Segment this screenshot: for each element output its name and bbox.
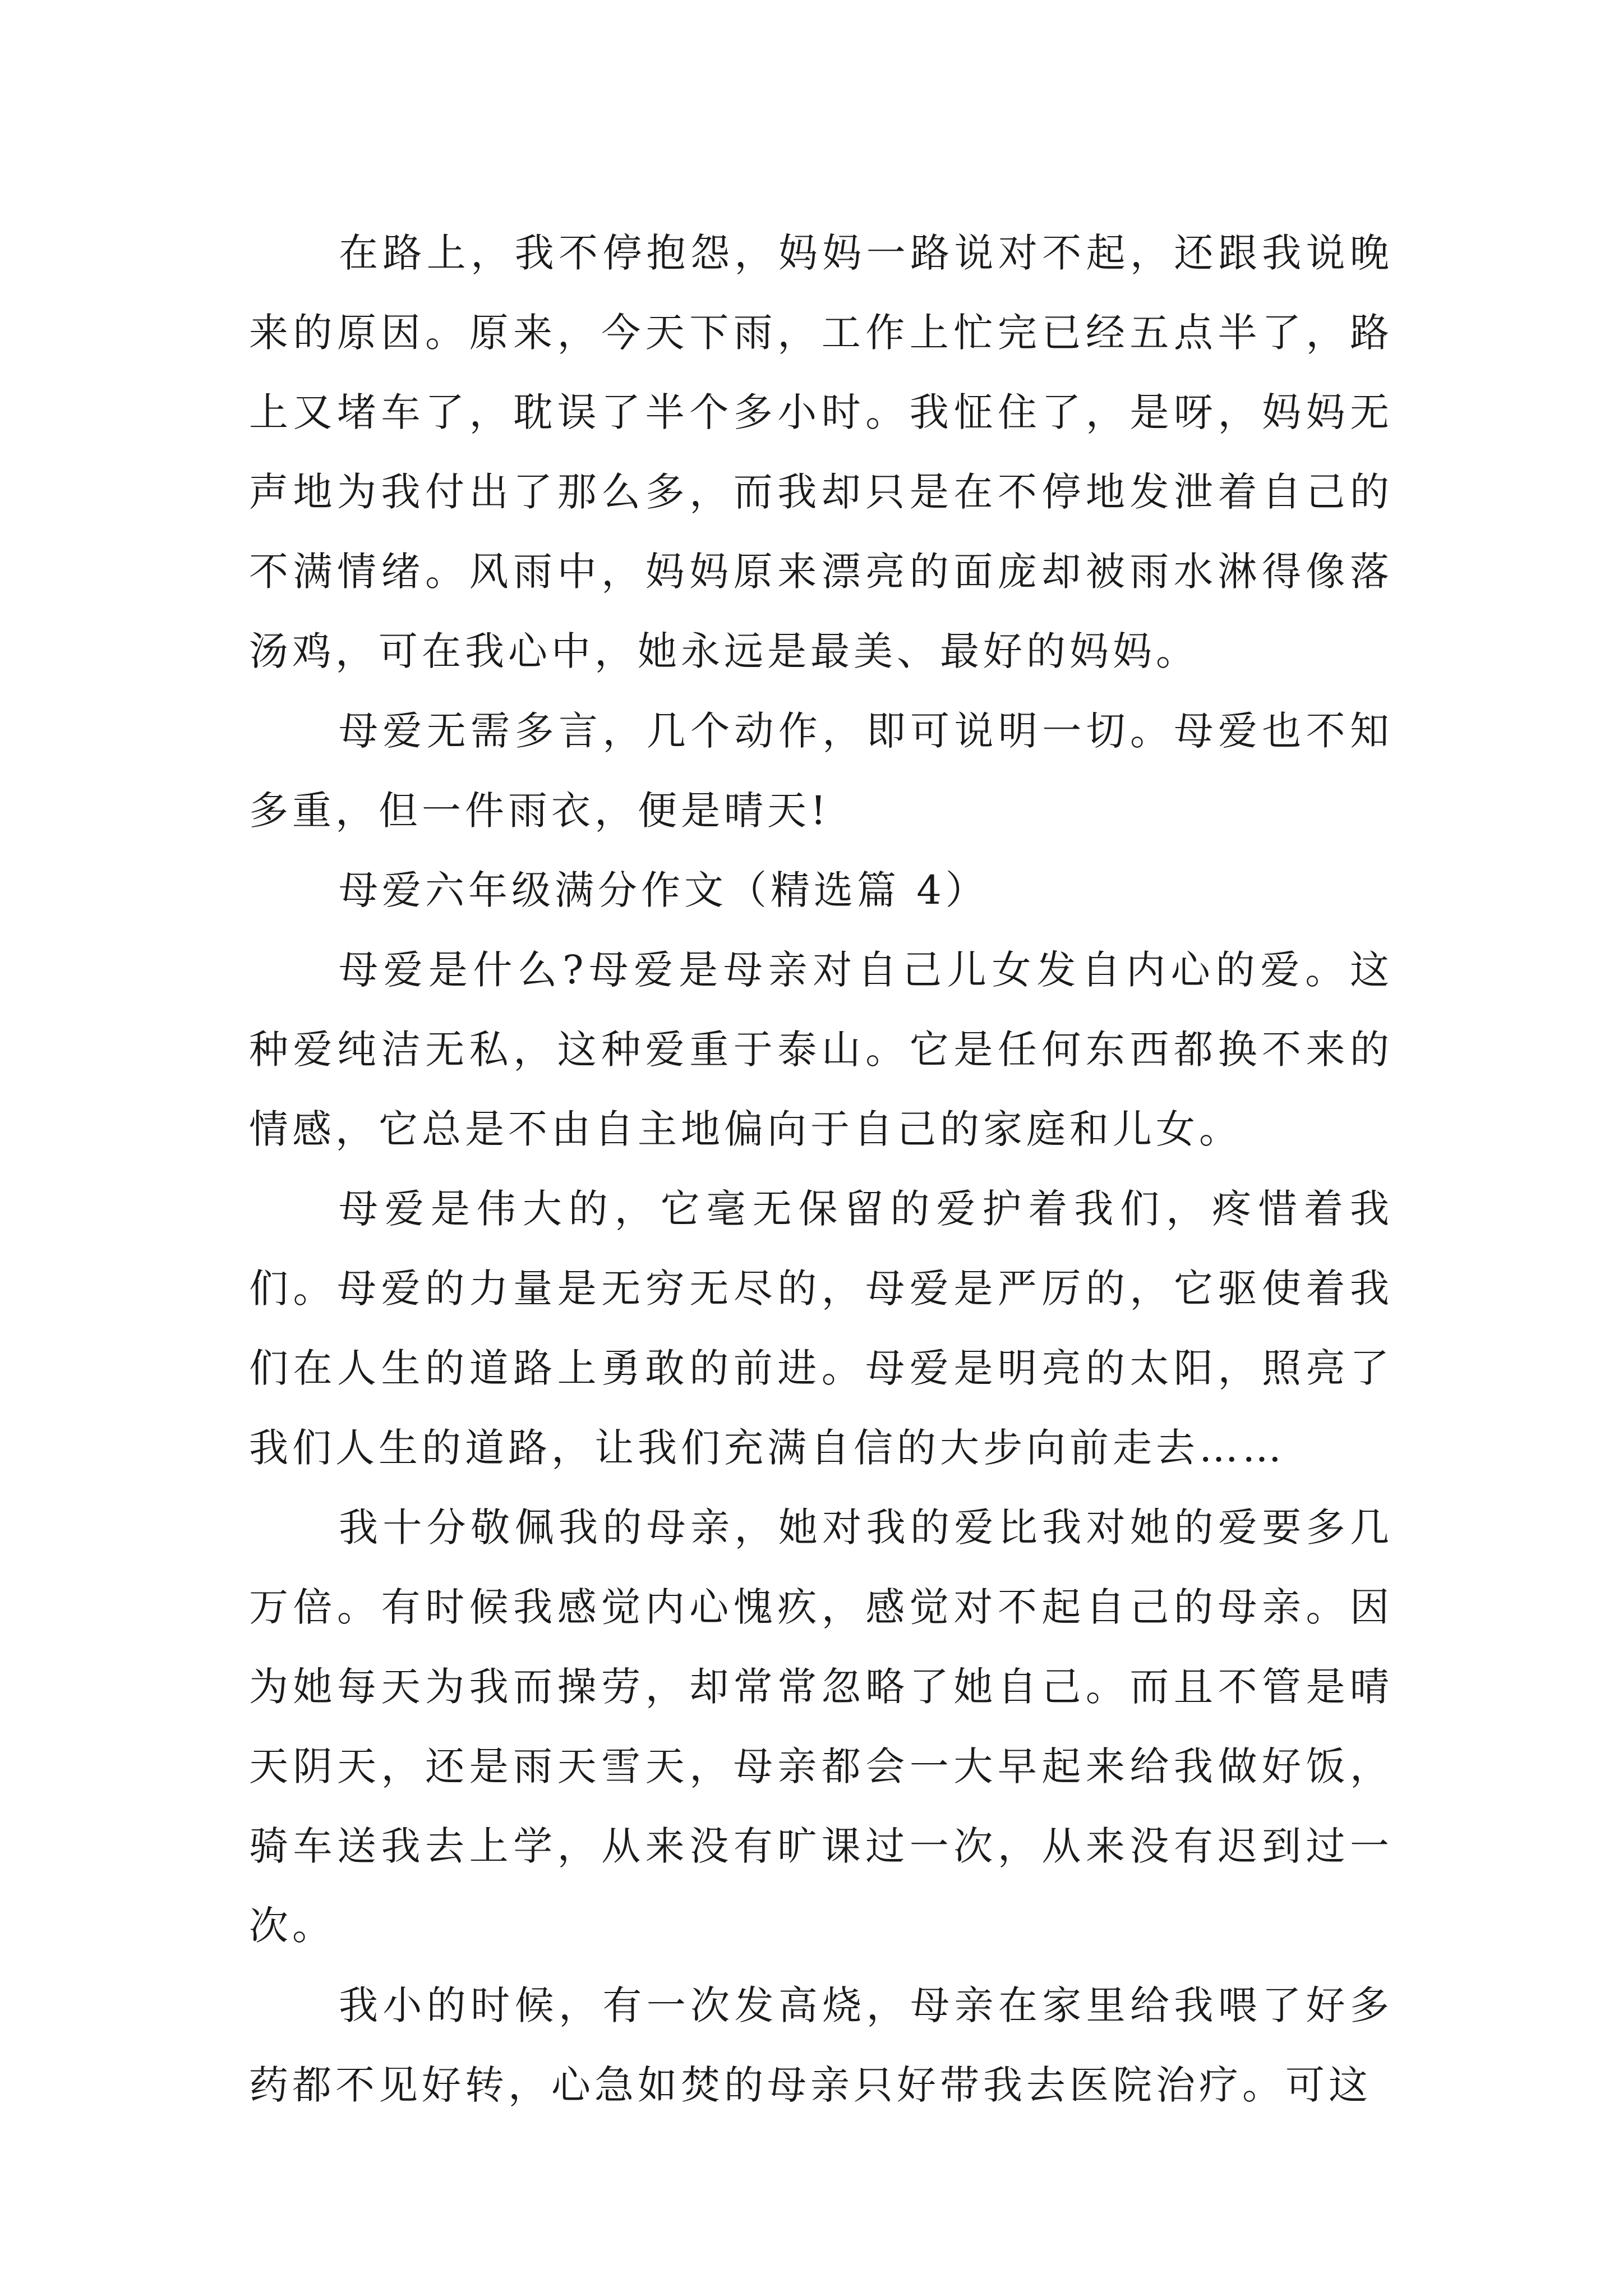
paragraph-what-is-mother-love: 母爱是什么?母爱是母亲对自己儿女发自内心的爱。这种爱纯洁无私，这种爱重于泰山。它是任何东西都换不来的情感，它总是不由自主地偏向于自己的家庭和儿女。 — [249, 947, 1393, 1152]
document-body — [249, 213, 1393, 2125]
paragraph-rain-story: 在路上，我不停抱怨，妈妈一路说对不起，还跟我说晚来的原因。原来，今天下雨，工作上忙完已经五点半了，路上又堵车了，耽误了半个多小时。我怔住了，是呀，妈妈无声地为我付出了那么多，而我却只是在不停地发泄着自己的不满情绪。风雨中，妈妈原来漂亮的面庞却被雨水淋得像落汤鸡，可在我心中，她永远是最美、最好的妈妈。 — [249, 230, 1393, 674]
paragraph-mother-love-summary: 母爱无需多言，几个动作，即可说明一切。母爱也不知多重，但一件雨衣，便是晴天! — [249, 708, 1393, 834]
paragraph-mother-love-great: 母爱是伟大的，它毫无保留的爱护着我们，疼惜着我们。母爱的力量是无穷无尽的，母爱是严厉的，它驱使着我们在人生的道路上勇敢的前进。母爱是明亮的太阳，照亮了我们人生的道路，让我们充满自信的大步向前走去…… — [249, 1186, 1393, 1471]
section-title: 母爱六年级满分作文（精选篇 4） — [339, 867, 989, 913]
paragraph-admire-mother: 我十分敬佩我的母亲，她对我的爱比我对她的爱要多几万倍。有时候我感觉内心愧疚，感觉对不起自己的母亲。因为她每天为我而操劳，却常常忽略了她自己。而且不管是晴天阴天，还是雨天雪天，母亲都会一大早起来给我做好饭，骑车送我去上学，从来没有旷课过一次，从来没有迟到过一次。 — [249, 1504, 1393, 1949]
paragraph-childhood-fever: 我小的时候，有一次发高烧，母亲在家里给我喂了好多药都不见好转，心急如焚的母亲只好带我去医院治疗。可这 — [249, 1982, 1393, 2108]
